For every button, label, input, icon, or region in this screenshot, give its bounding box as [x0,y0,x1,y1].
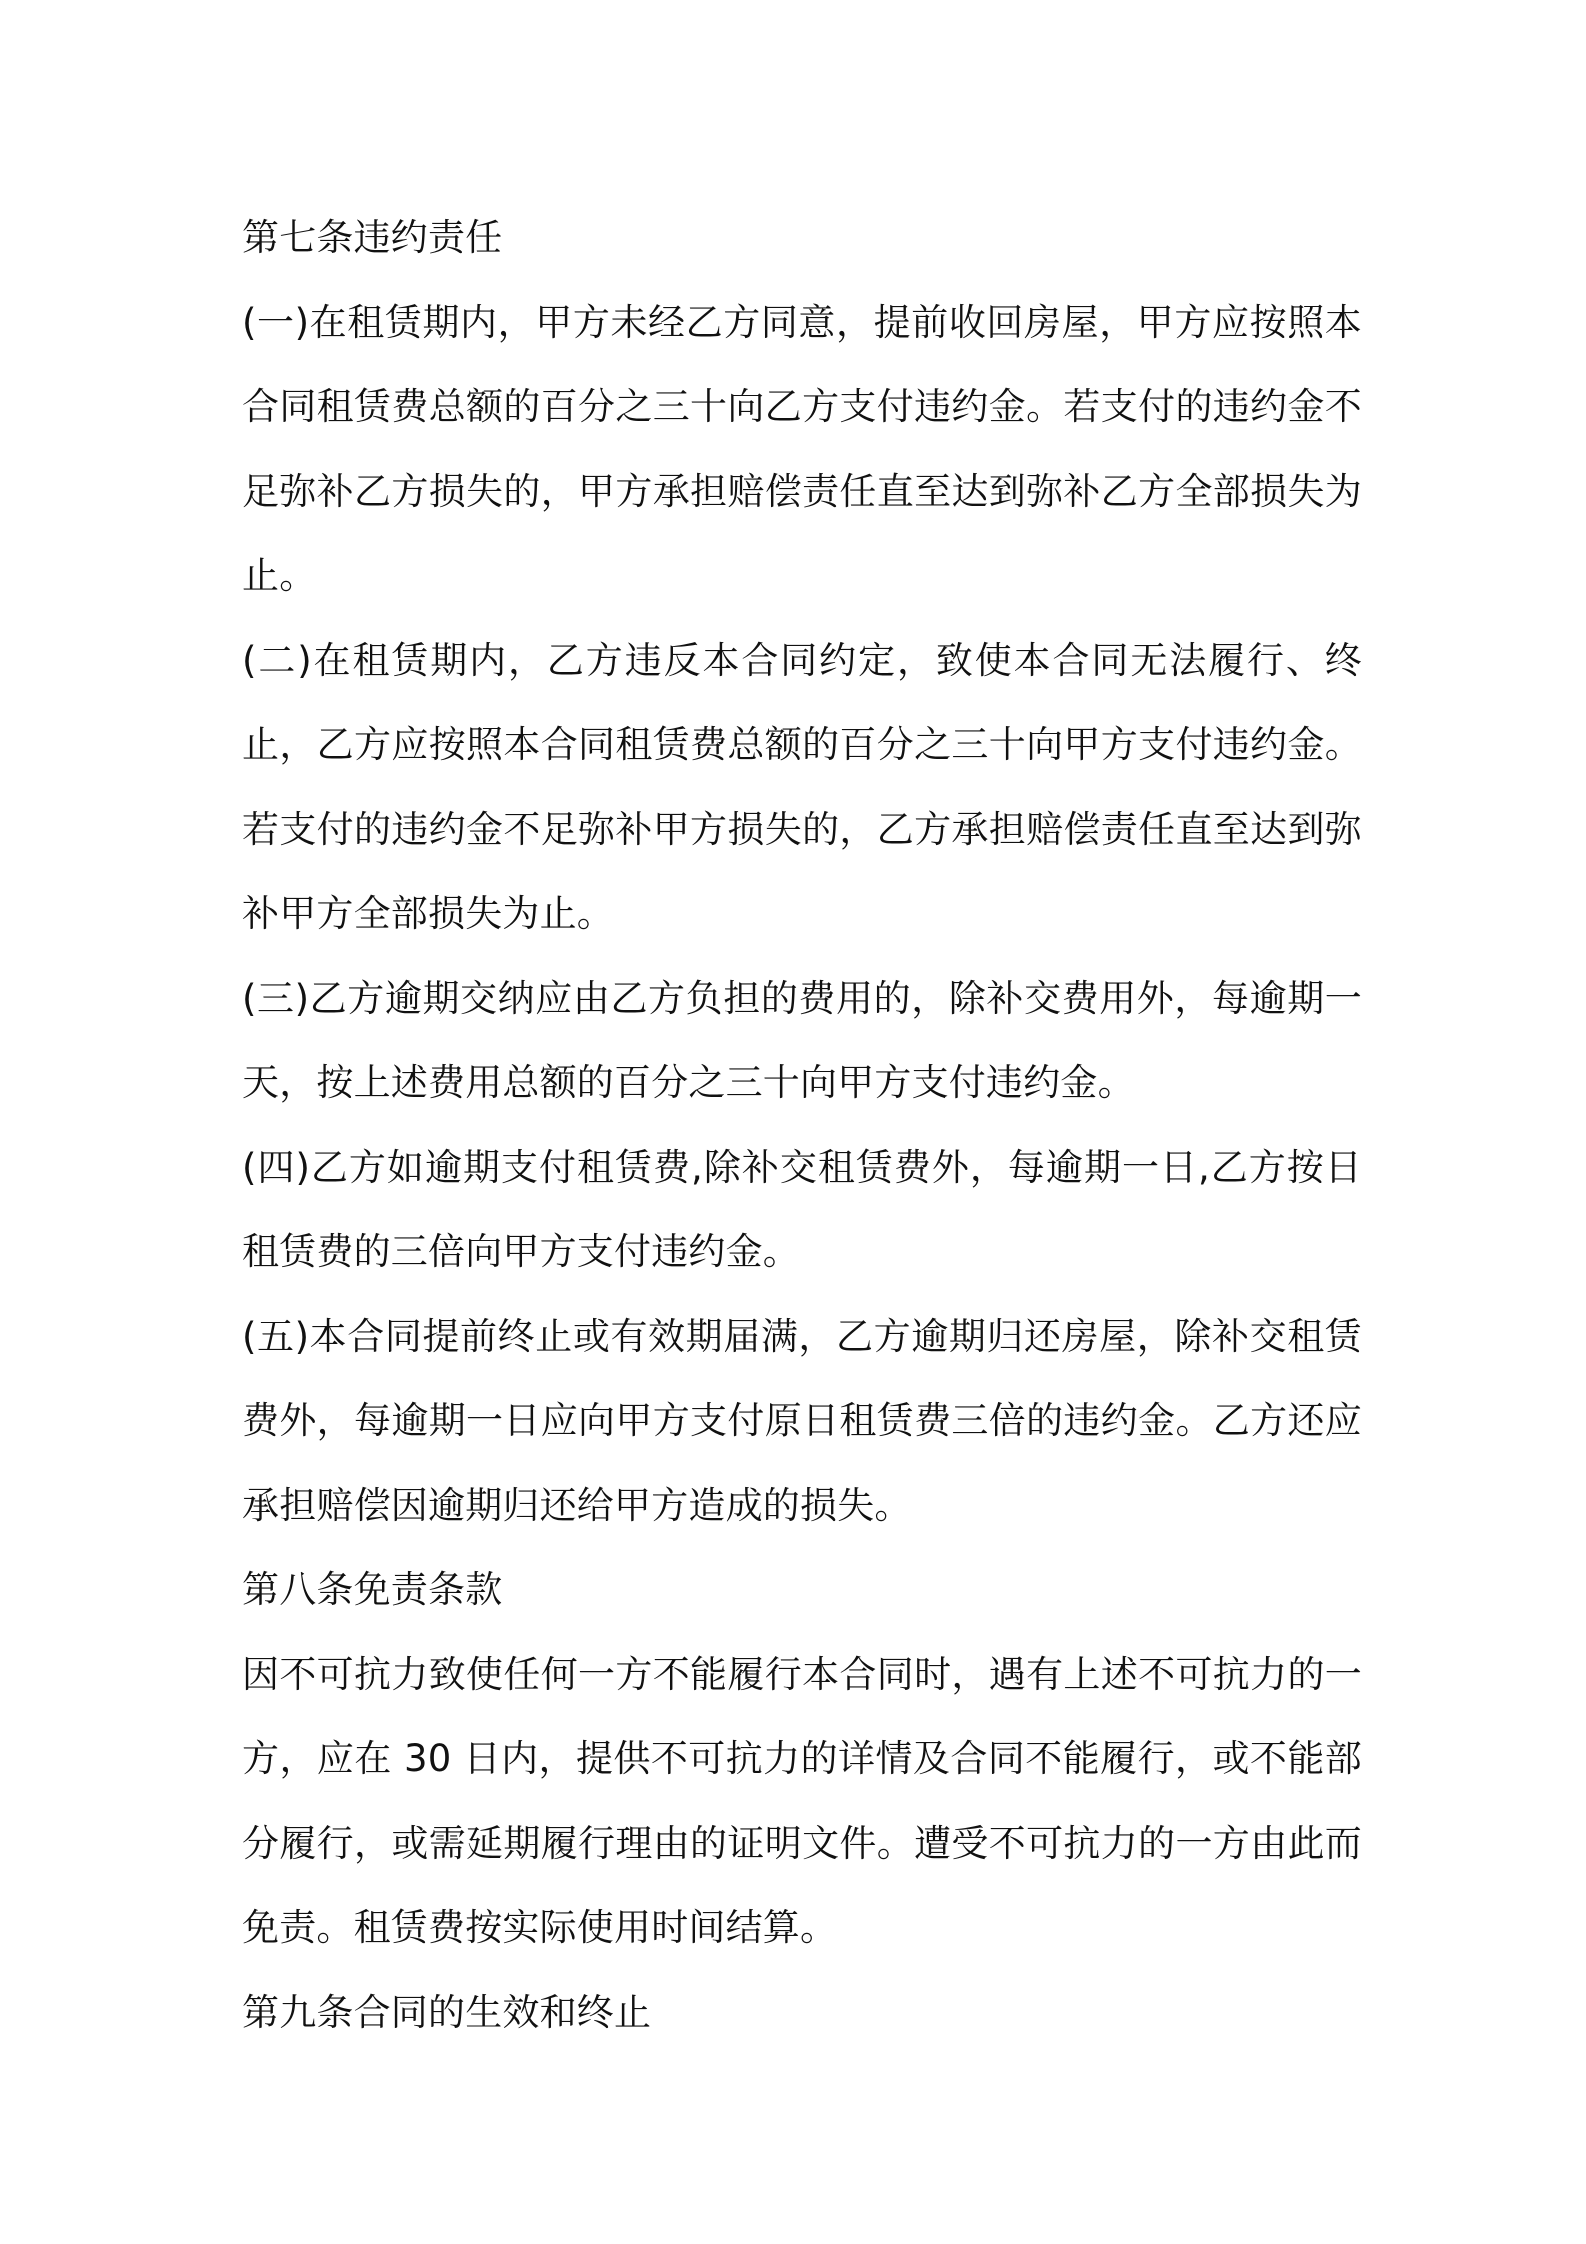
section-heading-8: 第八条免责条款 [242,1568,503,1611]
clause-7-1: (一)在租赁期内，甲方未经乙方同意，提前收回房屋，甲方应按照本合同租赁费总额的百分之三十向乙方支付违约金。若支付的违约金不足弥补乙方损失的，甲方承担赔偿责任直至达到弥补乙方全部损失为止。 [242,300,1362,597]
clause-8-body: 因不可抗力致使任何一方不能履行本合同时，遇有上述不可抗力的一方，应在 30 日内，提供不可抗力的详情及合同不能履行，或不能部分履行，或需延期履行理由的证明文件。遭受不可抗力的一方由此而免责。租赁费按实际使用时间结算。 [242,1652,1362,1949]
document-body [242,196,1362,2055]
clause-7-4: (四)乙方如逾期支付租赁费,除补交租赁费外，每逾期一日,乙方按日租赁费的三倍向甲方支付违约金。 [242,1145,1362,1273]
section-heading-7: 第七条违约责任 [242,216,503,259]
clause-7-5: (五)本合同提前终止或有效期届满，乙方逾期归还房屋，除补交租赁费外，每逾期一日应向甲方支付原日租赁费三倍的违约金。乙方还应承担赔偿因逾期归还给甲方造成的损失。 [242,1314,1362,1527]
section-heading-9: 第九条合同的生效和终止 [242,1990,652,2034]
clause-7-2: (二)在租赁期内，乙方违反本合同约定，致使本合同无法履行、终止，乙方应按照本合同租赁费总额的百分之三十向甲方支付违约金。若支付的违约金不足弥补甲方损失的，乙方承担赔偿责任直至达到弥补甲方全部损失为止。 [242,638,1362,935]
clause-7-3: (三)乙方逾期交纳应由乙方负担的费用的，除补交费用外，每逾期一天，按上述费用总额的百分之三十向甲方支付违约金。 [242,976,1362,1104]
